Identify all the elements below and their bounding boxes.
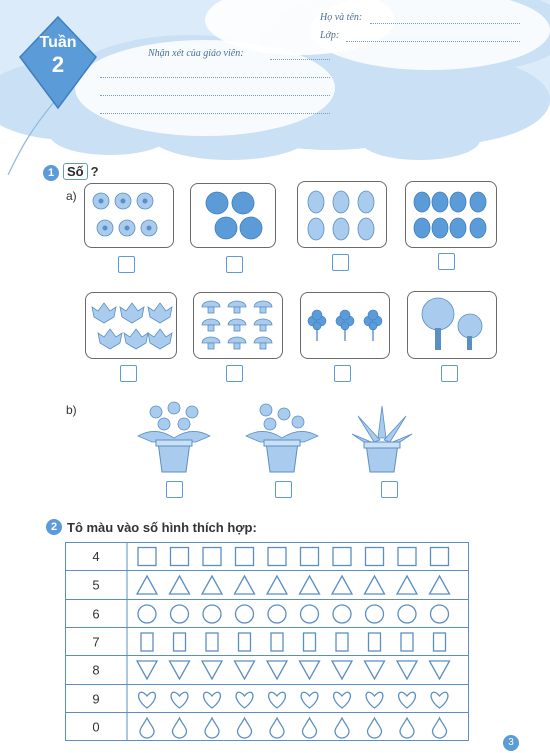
- row-label-8: 8: [92, 662, 100, 678]
- rectangle-icon[interactable]: [304, 633, 316, 651]
- mushroom-icon: [194, 293, 282, 358]
- flower-icon: [85, 184, 173, 247]
- circle-icon[interactable]: [138, 605, 156, 623]
- circle-icon[interactable]: [236, 605, 254, 623]
- heart-icon[interactable]: [301, 692, 318, 708]
- plant-pot-icon: [350, 404, 414, 474]
- circle-icon[interactable]: [171, 605, 189, 623]
- square-icon[interactable]: [431, 548, 449, 566]
- row-label-5: 5: [92, 577, 100, 593]
- exercise-1-title: [63, 163, 99, 180]
- circle-icon[interactable]: [203, 605, 221, 623]
- rectangle-icon[interactable]: [239, 633, 251, 651]
- inverted-triangle-icon[interactable]: [332, 661, 352, 679]
- exercise-1-number: 1: [43, 165, 59, 181]
- square-icon[interactable]: [203, 548, 221, 566]
- heart-icon[interactable]: [171, 692, 188, 708]
- inverted-triangle-icon[interactable]: [235, 661, 255, 679]
- drop-icon[interactable]: [238, 718, 252, 738]
- square-icon[interactable]: [268, 548, 286, 566]
- row-label-7: 7: [92, 634, 100, 650]
- circle-icon[interactable]: [398, 605, 416, 623]
- inverted-triangle-icon[interactable]: [397, 661, 417, 679]
- answer-box-maple-leaves[interactable]: [120, 365, 137, 382]
- tomato-icon: [191, 184, 275, 247]
- rectangle-icon[interactable]: [141, 633, 153, 651]
- teacher-comment-label: Nhận xét của giáo viên:: [148, 48, 244, 59]
- square-icon[interactable]: [171, 548, 189, 566]
- exercise-2-title: Tô màu vào số hình thích hợp:: [67, 520, 257, 535]
- picture-card-flowers: [84, 183, 174, 248]
- rectangle-icon[interactable]: [271, 633, 283, 651]
- circle-icon[interactable]: [366, 605, 384, 623]
- triangle-icon[interactable]: [170, 576, 190, 594]
- triangle-icon[interactable]: [137, 576, 157, 594]
- answer-box-leaves[interactable]: [332, 254, 349, 271]
- strawberry-icon: [406, 182, 496, 247]
- drop-icon[interactable]: [400, 718, 414, 738]
- square-icon[interactable]: [138, 548, 156, 566]
- part-b-label: b): [66, 403, 77, 417]
- triangle-icon[interactable]: [430, 576, 450, 594]
- triangle-icon[interactable]: [365, 576, 385, 594]
- rectangle-icon[interactable]: [174, 633, 186, 651]
- answer-box-strawberries[interactable]: [438, 253, 455, 270]
- row-label-0: 0: [92, 719, 100, 735]
- rectangle-icon[interactable]: [434, 633, 446, 651]
- teacher-comment-line-1[interactable]: [270, 59, 330, 60]
- inverted-triangle-icon[interactable]: [365, 661, 385, 679]
- circle-icon[interactable]: [431, 605, 449, 623]
- circle-icon[interactable]: [333, 605, 351, 623]
- class-label: Lớp:: [320, 30, 340, 41]
- page-number: 3: [503, 735, 519, 751]
- drop-icon[interactable]: [335, 718, 349, 738]
- drop-icon[interactable]: [303, 718, 317, 738]
- answer-box-tomatoes[interactable]: [226, 256, 243, 273]
- teacher-comment-line-2[interactable]: [100, 77, 330, 78]
- part-a-label: a): [66, 189, 77, 203]
- row-label-4: 4: [92, 549, 100, 564]
- picture-card-trees: [407, 291, 497, 359]
- week-label: Tuần: [39, 34, 77, 51]
- leaf-icon: [298, 182, 386, 247]
- heart-icon[interactable]: [431, 692, 448, 708]
- heart-icon[interactable]: [334, 692, 351, 708]
- clover-icon: [301, 293, 389, 358]
- name-field[interactable]: [370, 23, 520, 24]
- circle-icon[interactable]: [301, 605, 319, 623]
- inverted-triangle-icon[interactable]: [300, 661, 320, 679]
- week-number: 2: [51, 52, 65, 77]
- drop-icon[interactable]: [140, 718, 154, 738]
- square-icon[interactable]: [398, 548, 416, 566]
- tree-icon: [408, 292, 496, 358]
- drop-icon[interactable]: [205, 718, 219, 738]
- heart-icon[interactable]: [204, 692, 221, 708]
- picture-card-leaves: [297, 181, 387, 248]
- heart-icon[interactable]: [269, 692, 286, 708]
- picture-card-clovers: [300, 292, 390, 359]
- answer-box-flower-pot-1[interactable]: [166, 481, 183, 498]
- triangle-icon[interactable]: [300, 576, 320, 594]
- answer-box-clovers[interactable]: [334, 365, 351, 382]
- flower-pot-icon: [244, 400, 320, 475]
- rectangle-icon[interactable]: [336, 633, 348, 651]
- row-label-6: 6: [92, 606, 100, 622]
- triangle-icon[interactable]: [397, 576, 417, 594]
- teacher-comment-line-4[interactable]: [100, 113, 330, 114]
- square-icon[interactable]: [301, 548, 319, 566]
- inverted-triangle-icon[interactable]: [202, 661, 222, 679]
- drop-icon[interactable]: [173, 718, 187, 738]
- answer-box-trees[interactable]: [441, 365, 458, 382]
- shapes-table: [65, 542, 469, 741]
- square-icon[interactable]: [366, 548, 384, 566]
- rectangle-icon[interactable]: [206, 633, 218, 651]
- square-icon[interactable]: [236, 548, 254, 566]
- inverted-triangle-icon[interactable]: [430, 661, 450, 679]
- flower-pot-icon: [136, 400, 212, 475]
- triangle-icon[interactable]: [235, 576, 255, 594]
- exercise-1-title-suffix: ?: [90, 164, 99, 179]
- picture-card-strawberries: [405, 181, 497, 248]
- row-label-9: 9: [92, 691, 100, 707]
- picture-card-tomatoes: [190, 183, 276, 248]
- square-icon[interactable]: [333, 548, 351, 566]
- rectangle-icon[interactable]: [401, 633, 413, 651]
- answer-box-flowers[interactable]: [118, 256, 135, 273]
- triangle-icon[interactable]: [267, 576, 287, 594]
- answer-box-flower-pot-2[interactable]: [275, 481, 292, 498]
- rectangle-icon[interactable]: [369, 633, 381, 651]
- maple-leaf-icon: [86, 293, 176, 358]
- drop-icon[interactable]: [270, 718, 284, 738]
- heart-icon[interactable]: [399, 692, 416, 708]
- exercise-1-title-text: Số: [63, 163, 88, 180]
- triangle-icon[interactable]: [332, 576, 352, 594]
- drop-icon[interactable]: [368, 718, 382, 738]
- class-field[interactable]: [346, 41, 520, 42]
- answer-box-mushrooms[interactable]: [226, 365, 243, 382]
- picture-card-maple-leaves: [85, 292, 177, 359]
- inverted-triangle-icon[interactable]: [267, 661, 287, 679]
- circle-icon[interactable]: [268, 605, 286, 623]
- heart-icon[interactable]: [139, 692, 156, 708]
- picture-card-mushrooms: [193, 292, 283, 359]
- inverted-triangle-icon[interactable]: [170, 661, 190, 679]
- teacher-comment-line-3[interactable]: [100, 95, 330, 96]
- name-label: Họ và tên:: [320, 12, 363, 23]
- heart-icon[interactable]: [236, 692, 253, 708]
- answer-box-plant-pot[interactable]: [381, 481, 398, 498]
- inverted-triangle-icon[interactable]: [137, 661, 157, 679]
- drop-icon[interactable]: [433, 718, 447, 738]
- triangle-icon[interactable]: [202, 576, 222, 594]
- heart-icon[interactable]: [366, 692, 383, 708]
- exercise-2-number: 2: [46, 519, 62, 535]
